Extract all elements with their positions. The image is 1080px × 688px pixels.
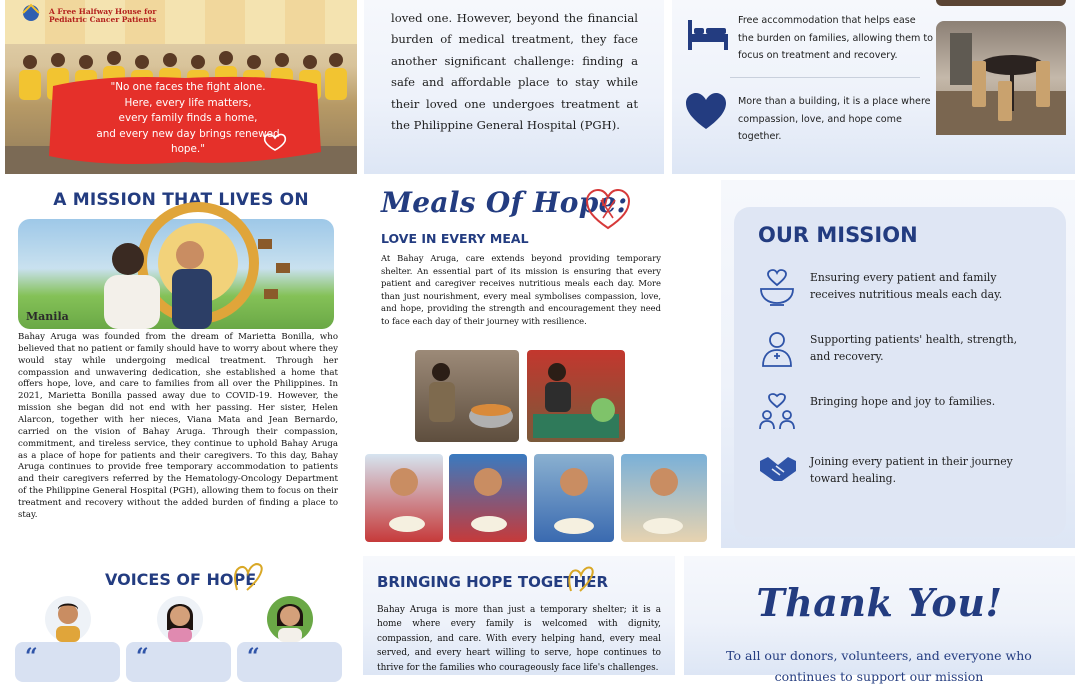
heart-utensils-icon — [585, 188, 631, 232]
mission-item-text: Bringing hope and joy to families. — [810, 395, 996, 408]
child-eating-photo-4 — [621, 454, 707, 542]
family-heart-icon — [758, 393, 796, 431]
photo-location-label: Manila — [26, 310, 69, 323]
child-eating-photo-1 — [365, 454, 443, 542]
our-mission-title: OUR MISSION — [758, 223, 918, 247]
child-illustration — [365, 454, 443, 542]
section-title: A MISSION THAT LIVES ON — [53, 190, 309, 210]
child-eating-photo-3 — [534, 454, 614, 542]
intro-text: loved one. However, beyond the financial burden of medical treatment, they face another significant challenge: finding a safe and affordable place to stay while their loved one undergoes treatment at the Philippine General Hospital (PGH). — [391, 11, 638, 133]
avatar-illustration — [267, 596, 313, 642]
features-panel — [672, 0, 1075, 174]
our-mission-panel — [721, 180, 1075, 548]
banner-photo-panel — [5, 0, 357, 174]
vegetable-prep-photo — [527, 350, 625, 442]
banner-heading: A Free Halfway House for Pediatric Cancer Patients — [49, 7, 157, 25]
bed-icon — [686, 16, 730, 52]
quote-line: Here, every life matters, — [124, 96, 252, 109]
cooking-illustration — [415, 350, 519, 442]
our-mission-card — [734, 207, 1066, 537]
organization-logo — [17, 2, 45, 24]
testimonial-avatar-woman — [157, 596, 203, 642]
voices-of-hope-panel — [5, 556, 357, 675]
mother-child-photo — [18, 219, 334, 329]
banner-quote — [83, 80, 293, 158]
testimonial-card — [126, 642, 231, 682]
testimonial-card — [15, 642, 120, 682]
mission-item-text: Supporting patients' health, strength, and recovery. — [810, 333, 1018, 364]
child-illustration — [449, 454, 527, 542]
handshake-icon — [758, 453, 798, 485]
meals-body-text: At Bahay Aruga, care extends beyond providing temporary shelter. An essential part of its mission is ensuring that every patient and caregiver receives nutritious meals each day. More than just nourishment, every meal symbolises compassion, love, and hope, providing the strength and encouragement they need to face each day of their journey with resilience. — [381, 253, 661, 327]
quote-line: every family finds a home, — [118, 112, 258, 125]
meals-title: Meals Of Hope: — [381, 186, 628, 219]
testimonial-avatar-caregiver — [267, 596, 313, 642]
quote-mark-icon: “ — [247, 644, 260, 670]
meals-of-hope-panel — [363, 180, 715, 548]
child-illustration — [534, 454, 614, 542]
thank-you-title: Thank You! — [756, 580, 1003, 625]
avatar-illustration — [45, 596, 91, 642]
food-bowl-heart-icon — [758, 269, 796, 307]
avatar-illustration — [157, 596, 203, 642]
room-photo-strip — [936, 0, 1066, 6]
cooking-photo — [415, 350, 519, 442]
testimonial-card — [237, 642, 342, 682]
child-eating-photo-2 — [449, 454, 527, 542]
health-person-icon — [758, 331, 796, 369]
together-body-text: Bahay Aruga is more than just a temporary shelter; it is a home where every family is welcomed with dignity, compassion, and care. With every helping hand, every meal served, and every heart willing to serve, hope continues to thrive for the families who courageously face life's challenges. — [377, 605, 661, 673]
feature-text: Free accommodation that helps ease the burden on families, allowing them to focus on treatment and recovery. — [738, 15, 934, 62]
quote-line: and every new day brings renewed hope." — [96, 127, 280, 156]
quote-mark-icon: “ — [136, 644, 149, 670]
bringing-hope-together-panel — [363, 556, 675, 675]
intro-panel — [364, 0, 664, 174]
quote-line: "No one faces the fight alone. — [110, 81, 266, 93]
gold-heart-icon — [566, 564, 596, 594]
dining-table-illustration — [936, 21, 1066, 135]
thank-you-body: To all our donors, volunteers, and everyone who continues to support our mission — [726, 648, 1032, 685]
gold-heart-icon — [231, 560, 265, 594]
mission-item-text: Joining every patient in their journey toward healing. — [810, 455, 1013, 486]
feature-divider — [730, 77, 920, 78]
mission-item-text: Ensuring every patient and family receives nutritious meals each day. — [810, 271, 1003, 302]
voices-title: VOICES OF HOPE — [105, 570, 257, 589]
quote-mark-icon: “ — [25, 644, 38, 670]
meals-subtitle: LOVE IN EVERY MEAL — [381, 231, 529, 246]
together-title: BRINGING HOPE TOGETHER — [377, 573, 608, 591]
child-illustration — [621, 454, 707, 542]
testimonial-avatar-boy — [45, 596, 91, 642]
vegetable-illustration — [527, 350, 625, 442]
mission-body-text: Bahay Aruga was founded from the dream of Marietta Bonilla, who believed that no patient or family should have to worry about where they would stay while undergoing medical treatment. Through her compassion and unwavering dedication, she established a home that offers hope, love, and care to families from all over the Philippines. In 2021, Marietta Bonilla passed away due to COVID-19. However, the mission she began did not end with her passing. Her sister, Helen Alarcon, together with her nieces, Viana Mata and Jean Bernardo, carried on the vision of Bahay Aruga. Through their compassion, commitment, and tireless service, they continue to uphold Bahay Aruga as a place of hope for patients and their caregivers. To this day, Bahay Aruga continues to provide free temporary accommodation to patients and their caregivers referred by the Hematology-Oncology Department of the Philippine General Hospital (PGH), allowing them to focus on their treatment and recovery without the added burden of finding a place to stay. — [18, 332, 338, 520]
feature-text: More than a building, it is a place where compassion, love, and hope come together. — [738, 96, 931, 143]
dining-room-photo — [936, 21, 1066, 135]
thank-you-panel — [684, 556, 1075, 685]
mission-lives-on-panel — [5, 180, 357, 548]
heart-icon — [686, 93, 726, 131]
